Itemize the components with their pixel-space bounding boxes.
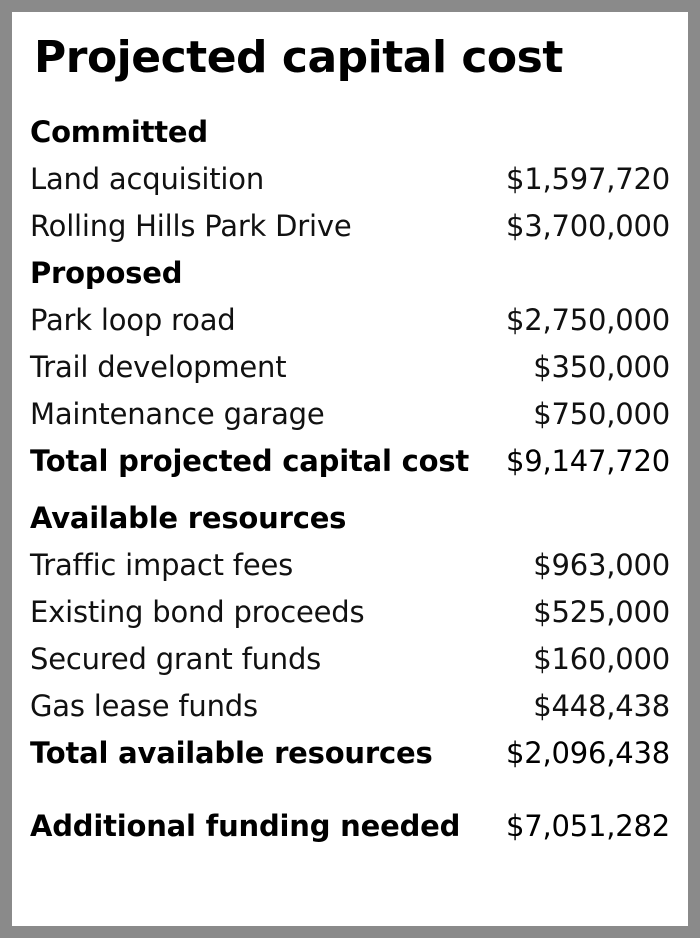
row-amount: $350,000	[533, 349, 670, 384]
row-amount: $2,750,000	[505, 302, 670, 337]
row-label: Maintenance garage	[30, 396, 325, 431]
table-row	[30, 635, 670, 682]
row-label: Trail development	[30, 349, 287, 384]
row-amount: $448,438	[533, 688, 670, 723]
row-label: Gas lease funds	[30, 688, 258, 723]
row-label: Existing bond proceeds	[30, 594, 365, 629]
table-row	[30, 202, 670, 249]
section-heading-proposed: Proposed	[30, 255, 183, 290]
total-amount: $9,147,720	[505, 443, 670, 478]
page-title: Projected capital cost	[34, 32, 563, 83]
table-row	[30, 588, 670, 635]
row-label: Traffic impact fees	[30, 547, 294, 582]
total-resources-row	[30, 729, 670, 776]
row-amount: $3,700,000	[505, 208, 670, 243]
table-row	[30, 682, 670, 729]
additional-label: Additional funding needed	[30, 808, 461, 843]
row-amount: $1,597,720	[505, 161, 670, 196]
section-heading-resources: Available resources	[30, 500, 347, 535]
row-label: Park loop road	[30, 302, 236, 337]
table-row	[30, 541, 670, 588]
table-row	[30, 296, 670, 343]
row-amount: $525,000	[533, 594, 670, 629]
total-label: Total projected capital cost	[30, 443, 470, 478]
row-amount: $963,000	[533, 547, 670, 582]
additional-amount: $7,051,282	[505, 808, 670, 843]
row-label: Rolling Hills Park Drive	[30, 208, 352, 243]
cost-summary-card	[12, 12, 688, 926]
table-row	[30, 343, 670, 390]
total-projected-row	[30, 437, 670, 484]
row-amount: $160,000	[533, 641, 670, 676]
row-label: Land acquisition	[30, 161, 265, 196]
cost-table	[30, 108, 670, 849]
table-row	[30, 155, 670, 202]
additional-funding-row	[30, 802, 670, 849]
row-amount: $750,000	[533, 396, 670, 431]
row-label: Secured grant funds	[30, 641, 322, 676]
total-label: Total available resources	[30, 735, 433, 770]
table-row	[30, 390, 670, 437]
section-heading-committed: Committed	[30, 114, 208, 149]
total-amount: $2,096,438	[505, 735, 670, 770]
